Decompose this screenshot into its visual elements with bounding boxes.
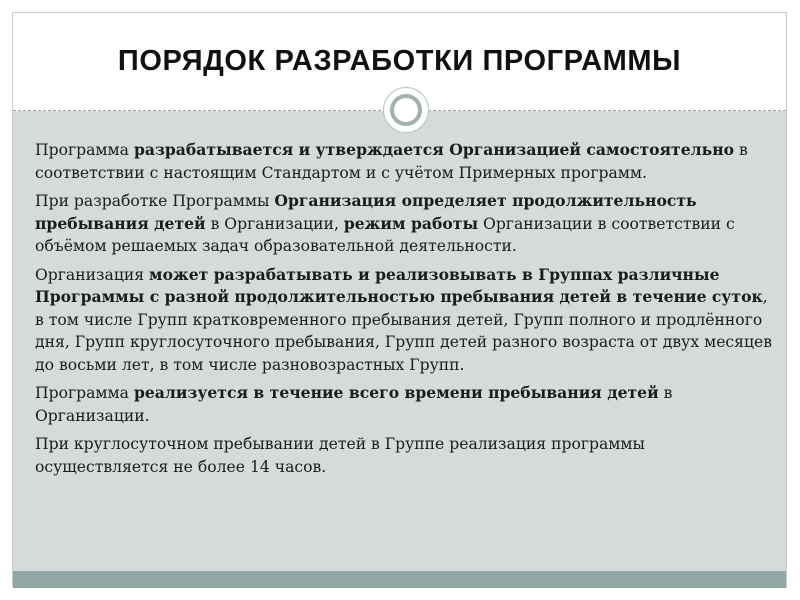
body-paragraph — [35, 139, 775, 184]
text-run: Программа — [35, 141, 134, 159]
bottom-band — [13, 571, 786, 588]
slide-title: ПОРЯДОК РАЗРАБОТКИ ПРОГРАММЫ — [117, 45, 682, 77]
bold-text-run: Организация определяет продолжительность пребывания детей — [35, 191, 697, 233]
ornament-ring — [390, 94, 422, 126]
bold-text-run: может разрабатывать и реализовывать в Группах различные Программы с разной продолжительностью пребывания детей в течение суток — [35, 264, 763, 306]
text-run: в соответствии с настоящим Стандартом и с учётом Примерных программ. — [35, 141, 748, 182]
slide-body — [35, 139, 775, 484]
text-run: в Организации, — [205, 214, 344, 233]
bold-text-run: режим работы — [343, 213, 479, 233]
text-run: При круглосуточном пребывании детей в Группе реализация программы осуществляется не более 14 часов. — [35, 435, 645, 476]
circle-ornament-icon — [383, 87, 429, 133]
text-run: Организации в соответствии с объёмом решаемых задач образовательной деятельности. — [35, 214, 735, 255]
text-run: , в том числе Групп кратковременного пребывания детей, Групп полного и продлённого дня, Групп круглосуточного пребывания, Групп детей разного возраста от двух месяцев до восьми лет, в том числе разновозрастных Групп. — [35, 288, 773, 374]
bold-text-run: разрабатывается и утверждается Организацией самостоятельно — [133, 140, 735, 159]
body-paragraph — [35, 382, 775, 427]
body-paragraph — [35, 190, 775, 258]
bold-text-run: реализуется в течение всего времени пребывания детей — [133, 383, 659, 402]
text-run: Программа — [35, 384, 134, 402]
text-run: При разработке Программы — [35, 192, 275, 210]
body-paragraph — [35, 264, 775, 377]
text-run: Организация — [35, 265, 150, 284]
body-paragraph — [35, 433, 775, 478]
text-run: в Организации. — [35, 384, 673, 425]
slide — [12, 12, 787, 587]
